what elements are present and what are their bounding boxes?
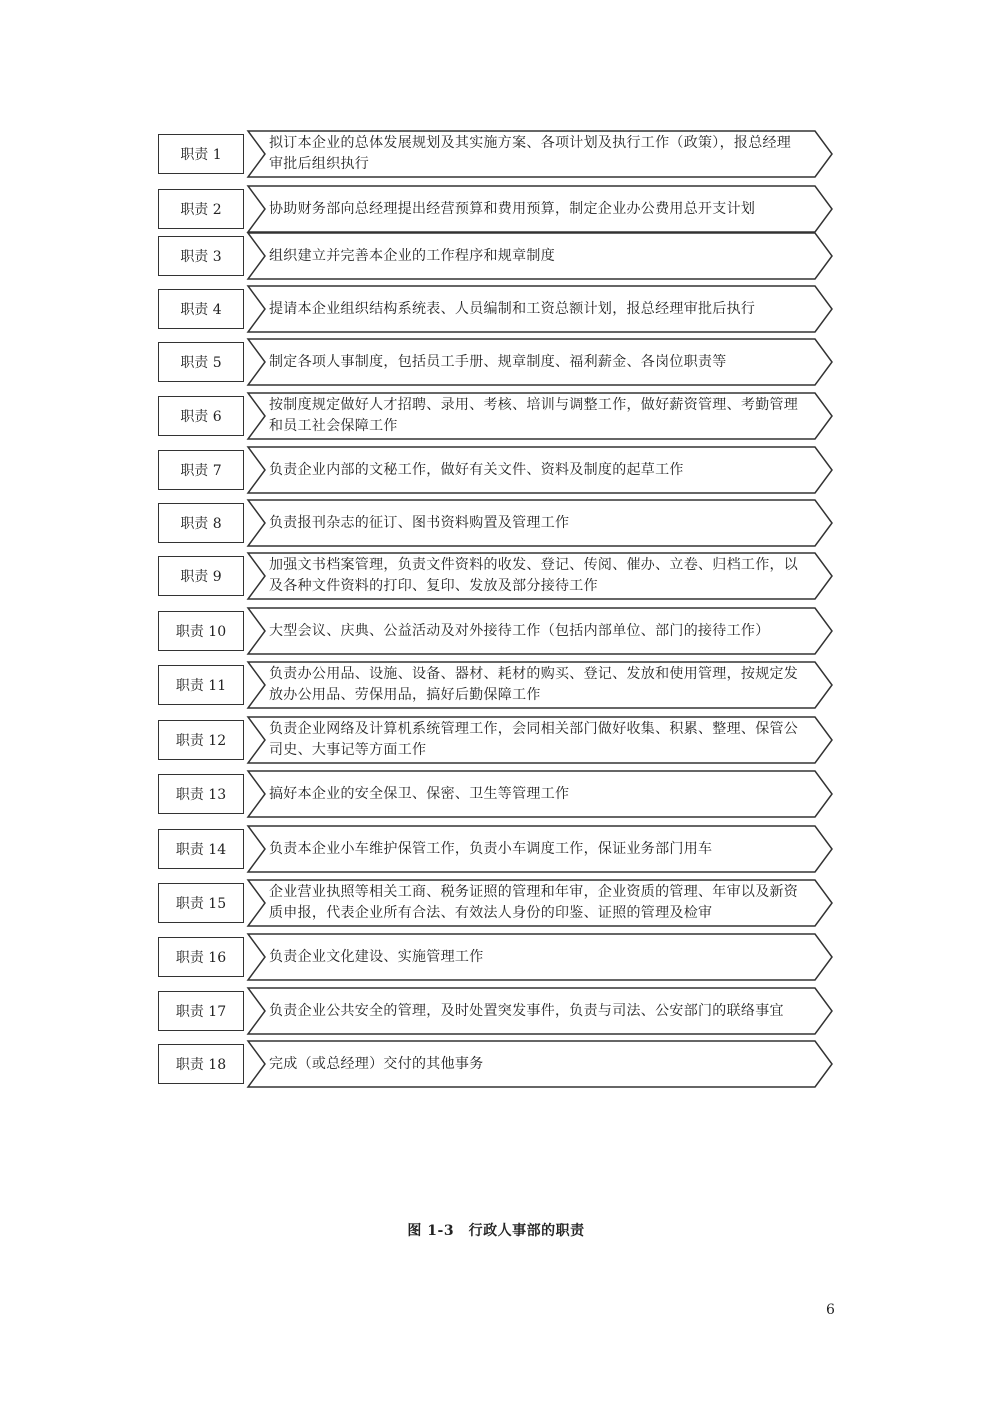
- duty-label: 职责 12: [158, 720, 244, 760]
- duty-arrow: [247, 499, 833, 547]
- duty-label: 职责 6: [158, 396, 244, 436]
- duty-arrow: [247, 552, 833, 600]
- figure-caption: 图 1-3 行政人事部的职责: [407, 1223, 585, 1239]
- duty-text: 大型会议、庆典、公益活动及对外接待工作（包括内部单位、部门的接待工作）: [269, 622, 770, 639]
- duty-arrow: [247, 338, 833, 386]
- duty-text: 负责企业内部的文秘工作，做好有关文件、资料及制度的起草工作: [269, 461, 684, 478]
- duty-label: 职责 14: [158, 829, 244, 869]
- duty-label: 职责 16: [158, 937, 244, 977]
- duty-text: 负责本企业小车维护保管工作，负责小车调度工作，保证业务部门用车: [269, 840, 713, 857]
- duty-label: 职责 18: [158, 1044, 244, 1084]
- duty-arrow: [247, 1040, 833, 1088]
- duty-label: 职责 5: [158, 342, 244, 382]
- duty-text: 加强文书档案管理，负责文件资料的收发、登记、传阅、催办、立卷、归档工作，以及各种文件资料的打印、复印、发放及部分接待工作: [269, 557, 799, 594]
- duty-arrow: [247, 879, 833, 927]
- duty-label: 职责 10: [158, 611, 244, 651]
- duty-arrow: [247, 285, 833, 333]
- duty-arrow: [247, 716, 833, 764]
- duty-text: 企业营业执照等相关工商、税务证照的管理和年审，企业资质的管理、年审以及新资质申报，代表企业所有合法、有效法人身份的印鉴、证照的管理及检审: [269, 884, 799, 921]
- duty-label: 职责 4: [158, 289, 244, 329]
- duty-label: 职责 9: [158, 556, 244, 596]
- duty-arrow: [247, 825, 833, 873]
- duty-label: 职责 3: [158, 236, 244, 276]
- duty-arrow: [247, 392, 833, 440]
- page-number: 6: [826, 1302, 835, 1318]
- duty-text: 负责企业公共安全的管理，及时处置突发事件，负责与司法、公安部门的联络事宜: [269, 1002, 784, 1019]
- duty-text: 组织建立并完善本企业的工作程序和规章制度: [269, 247, 555, 264]
- duty-text: 负责企业文化建设、实施管理工作: [269, 948, 484, 965]
- duty-text: 提请本企业组织结构系统表、人员编制和工资总额计划，报总经理审批后执行: [269, 300, 756, 317]
- duty-label: 职责 17: [158, 991, 244, 1031]
- duty-arrow: [247, 446, 833, 494]
- duty-arrow: [247, 607, 833, 655]
- duty-arrow: [247, 770, 833, 818]
- duty-arrow: [247, 130, 833, 178]
- duty-arrow: [247, 232, 833, 280]
- duty-arrow: [247, 661, 833, 709]
- duty-label: 职责 15: [158, 883, 244, 923]
- duty-label: 职责 1: [158, 134, 244, 174]
- duty-text: 负责企业网络及计算机系统管理工作，会同相关部门做好收集、积累、整理、保管公司史、大事记等方面工作: [269, 721, 799, 758]
- duty-text: 负责办公用品、设施、设备、器材、耗材的购买、登记、发放和使用管理，按规定发放办公用品、劳保用品，搞好后勤保障工作: [269, 666, 799, 703]
- duty-label: 职责 8: [158, 503, 244, 543]
- duty-arrow: [247, 987, 833, 1035]
- duty-label: 职责 11: [158, 665, 244, 705]
- duty-text: 负责报刊杂志的征订、图书资料购置及管理工作: [269, 514, 570, 531]
- duty-text: 搞好本企业的安全保卫、保密、卫生等管理工作: [269, 785, 570, 802]
- duty-text: 制定各项人事制度，包括员工手册、规章制度、福利薪金、各岗位职责等: [269, 353, 727, 370]
- duty-arrow: [247, 185, 833, 233]
- duty-text: 完成（或总经理）交付的其他事务: [269, 1055, 484, 1072]
- duty-label: 职责 7: [158, 450, 244, 490]
- duty-label: 职责 2: [158, 189, 244, 229]
- duty-text: 按制度规定做好人才招聘、录用、考核、培训与调整工作，做好薪资管理、考勤管理和员工社会保障工作: [269, 397, 799, 434]
- duty-text: 拟订本企业的总体发展规划及其实施方案、各项计划及执行工作（政策），报总经理审批后组织执行: [269, 135, 792, 172]
- duty-arrow: [247, 933, 833, 981]
- duty-text: 协助财务部向总经理提出经营预算和费用预算，制定企业办公费用总开支计划: [269, 200, 756, 217]
- duty-label: 职责 13: [158, 774, 244, 814]
